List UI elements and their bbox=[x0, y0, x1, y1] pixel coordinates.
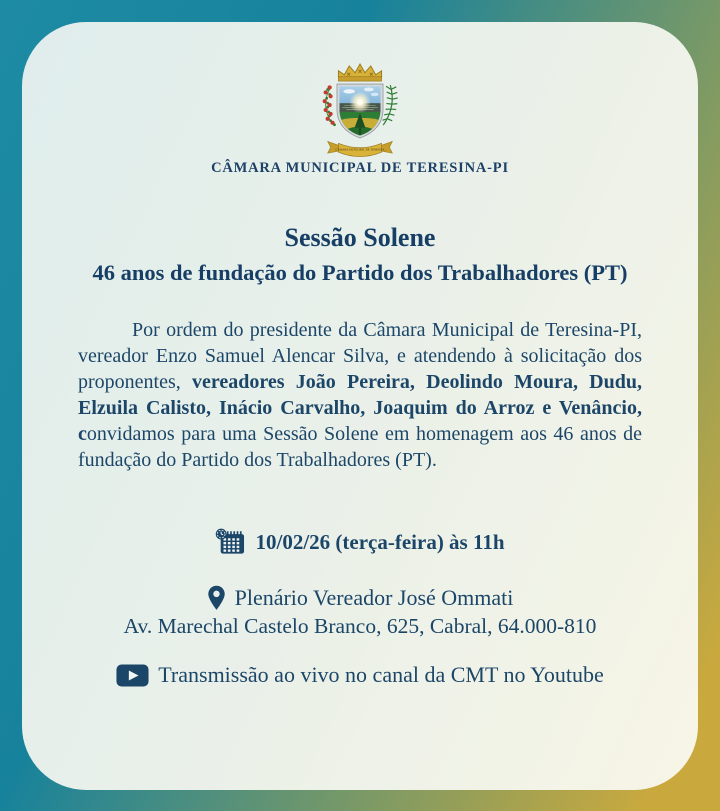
city-coat-of-arms bbox=[22, 62, 698, 165]
ribbon-text: CÂMARA MUNICIPAL DE TERESINA bbox=[335, 147, 385, 152]
youtube-play-icon bbox=[116, 664, 149, 687]
invitation-card bbox=[22, 22, 698, 790]
organization-name: CÂMARA MUNICIPAL DE TERESINA-PI bbox=[211, 160, 509, 176]
ribbon-banner bbox=[328, 141, 393, 156]
event-subtitle: 46 anos de fundação do Partido dos Trabalhadores (PT) bbox=[92, 260, 628, 285]
invitation-text-intro: Por ordem do presidente da Câmara Municipal de Teresina-PI, vereador Enzo Samuel Alencar Silva, e atendendo à solicitação dos proponentes, bbox=[78, 319, 642, 393]
event-title: Sessão Solene bbox=[284, 223, 436, 252]
invitation-text bbox=[78, 317, 642, 473]
invitation-text-bold-initial: c bbox=[78, 423, 87, 445]
invitation-text-outro: onvidamos para uma Sessão Solene em homenagem aos 46 anos de fundação do Partido dos Trabalhadores (PT). bbox=[78, 423, 642, 471]
right-branch bbox=[383, 86, 397, 125]
broadcast-row bbox=[22, 662, 698, 688]
event-venue-row bbox=[22, 585, 698, 611]
event-address: Av. Marechal Castelo Branco, 625, Cabral, 64.000-810 bbox=[123, 614, 597, 638]
broadcast-text: Transmissão ao vivo no canal da CMT no Youtube bbox=[158, 662, 604, 687]
event-venue: Plenário Vereador José Ommati bbox=[234, 585, 514, 610]
location-pin-icon bbox=[207, 585, 226, 611]
shield-landscape bbox=[335, 87, 386, 143]
invitation-text-proponents: vereadores João Pereira, Deolindo Moura, Dudu, Elzuila Calisto, Inácio Carvalho, Joaquim do Arroz e Venâncio, bbox=[78, 371, 642, 419]
event-datetime: 10/02/26 (terça-feira) às 11h bbox=[255, 529, 505, 554]
event-datetime-row bbox=[22, 528, 698, 556]
coat-of-arms-graphic bbox=[309, 62, 411, 160]
calendar-clock-icon bbox=[215, 528, 246, 556]
